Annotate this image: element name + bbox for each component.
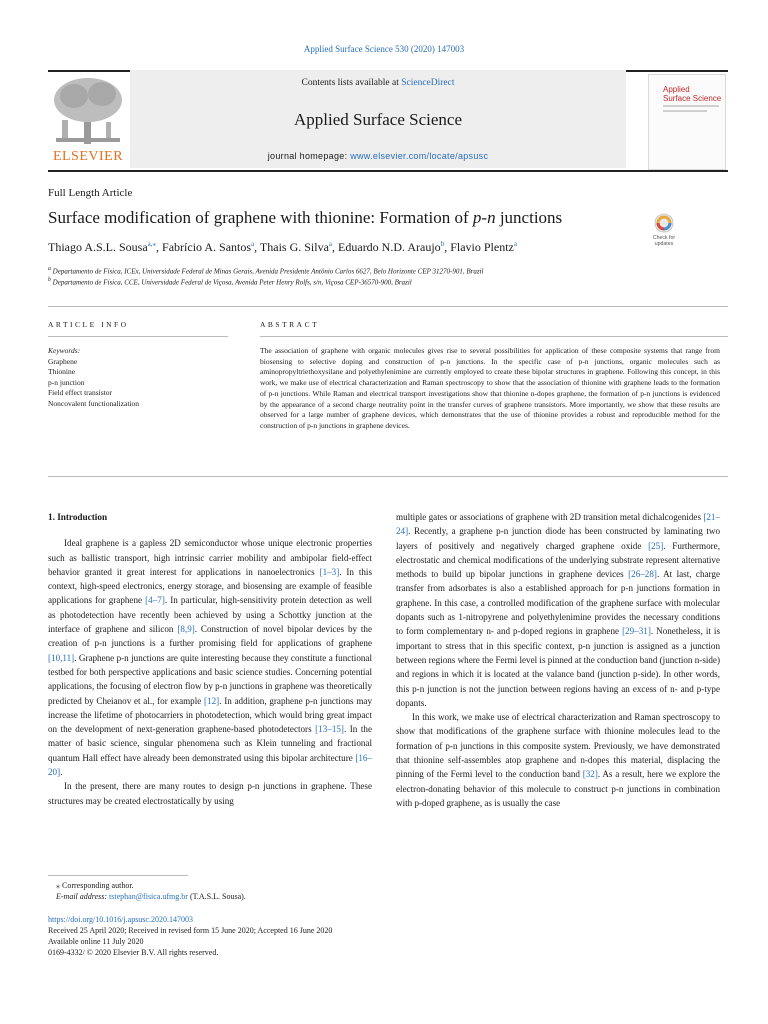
cover-decoration [663,105,719,107]
paragraph-text: . Nonetheless, it is important to stress that in this specific context, p-n junction is assigned as a junction between regions where the Fermi level is pinned at the conduction band (junction n-side) and regions in which it is located at the valance band (junction p-side). In other words, this p-n junction is not the junction between regions having an excess of n- and p-type dopants. [396,626,720,708]
email-label: E-mail address: [56,892,110,901]
author-name: , Eduardo N.D. Araujo [332,240,441,254]
author-name: , Thais G. Silva [254,240,329,254]
paragraph-text: . In particular, high-sensitivity protein detection as well as photodetection have recently been achieved by using a Schottky junction at the interface of graphene and silicon [48,595,372,635]
author-affiliation-link[interactable]: a,⁎ [147,240,157,248]
contents-available [130,78,626,88]
article-type: Full Length Article [48,187,133,199]
author-affiliation-link[interactable]: a [328,240,333,248]
reference-link[interactable]: [12] [204,695,220,706]
paragraph-text: In this work, we make use of electrical characterization and Raman spectroscopy to show that modifications of the graphene surface with thionine molecules lead to the formation of p-n junctions in this composite system. Previously, we have demonstrated that thionine self-assembles atop graphene and n-dopes this material, displacing the pinning of the Fermi level to the conduction band [396,712,720,780]
paragraph-text: . Recently, a graphene p-n junction diode has been constructed by laminating two layers of positively and negatively charged graphene oxide [396,526,720,551]
author-affiliation-link[interactable]: a [251,240,255,248]
corresponding-author: ⁎ Corresponding author. [56,881,134,890]
right-column [396,510,720,810]
journal-cover-thumbnail [648,74,726,170]
left-column [48,510,372,808]
sciencedirect-link[interactable]: ScienceDirect [401,78,455,88]
author-list [48,240,648,255]
affiliation-text: Departamento de Física, ICEx, Universidade Federal de Minas Gerais, Avenida Presidente Antônio Carlos 6627, Belo Horizonte CEP 31270-901, Brazil [52,267,484,276]
paragraph-text: . Furthermore, electrostatic and chemical modifications of the underlying substrate represent alternative methods to build up bipolar junctions in graphene devices [396,540,720,580]
paragraph-text: . As a result, here we explore the electron-donating behavior of this molecule to construct p-n junctions in combination with p-doped graphene, as is usually the case [396,769,720,808]
article-history [48,914,728,958]
article-title [48,208,638,228]
svg-text:updates: updates [654,241,674,247]
affiliation [48,266,688,275]
journal-name: Applied Surface Science [293,110,463,129]
email-suffix: (T.A.S.L. Sousa). [187,892,246,901]
header-bottom-rule [48,170,728,172]
affiliation-marker: a [48,266,51,272]
author-name: Thiago A.S.L. Sousa [48,240,148,254]
reference-link[interactable]: [32] [582,769,598,780]
divider [260,336,728,337]
title-italic: p-n [472,208,496,227]
author-name: , Flavio Plentz [444,240,514,254]
paragraph-text: multiple gates or associations of graphene with 2D transition metal dichalcogenides [396,512,704,522]
doi-link[interactable]: https://doi.org/10.1016/j.apsusc.2020.147003 [48,915,193,924]
author-affiliation-link[interactable]: a [513,240,517,248]
homepage-link[interactable]: www.elsevier.com/locate/apsusc [350,151,489,161]
title-text: Surface modification of graphene with thionine: Formation of [48,208,473,227]
paragraph [396,710,720,810]
paragraph [48,536,372,779]
keyword: Noncovalent functionalization [48,398,140,408]
paragraph-text: . Construction of novel bipolar devices by the creation of p-n junctions is a further promising field for applications of graphene [48,624,372,649]
footnote-rule [48,875,188,876]
reference-link[interactable]: [29–31] [622,626,651,637]
section-heading: 1. Introduction [48,512,108,522]
reference-link[interactable]: [13–15] [315,724,344,735]
reference-link[interactable]: [26–28] [628,569,657,580]
paragraph [396,510,720,710]
keyword: Thionine [48,367,76,376]
paragraph-text: . In the matter of basic science, singular phenomena such as Klein tunneling and fractional quantum Hall effect have already been demonstrated using this bipolar architecture [48,724,372,763]
title-text: junctions [495,208,563,227]
affiliation [48,277,688,286]
keywords-label: Keywords: [48,346,81,355]
paragraph-text: Ideal graphene is a gapless 2D semiconductor whose unique electronic properties such as ballistic transport, high intrinsic carrier mobility and ambipolar field-effect behavior granted it great interest for applications in nanoelectronics [48,538,372,577]
author-name: , Fabrício A. Santos [156,240,252,254]
reference-link[interactable]: [16–20] [48,752,372,778]
affiliation-text: Departamento de Física, CCE, Universidade Federal de Viçosa, Avenida Peter Henry Rolfs, s/n, Viçosa CEP-36570-900, Brazil [52,278,412,287]
abstract-heading: ABSTRACT [260,320,320,329]
journal-reference[interactable]: Applied Surface Science 530 (2020) 147003 [303,44,465,54]
reference-link[interactable]: [1–3] [319,566,340,577]
homepage-label: journal homepage: [267,151,351,161]
cover-title-line1: Applied [663,85,690,94]
divider [48,476,728,477]
email-link[interactable]: tstephan@fisica.ufmg.br [109,892,188,901]
paragraph-text: In the present, there are many routes to design p-n junctions in graphene. These structures may be created electrostatically by using [48,781,372,806]
article-info-heading: ARTICLE INFO [48,320,129,329]
cover-title-line2: Surface Science [663,94,722,103]
reference-link[interactable]: [25] [648,540,664,551]
divider [48,306,728,307]
check-for-updates-badge[interactable] [645,212,683,248]
reference-link[interactable]: [21–24] [396,512,720,537]
svg-text:Check for: Check for [652,235,676,241]
elsevier-wordmark: ELSEVIER [52,149,124,164]
reference-link[interactable]: [8,9] [177,624,195,635]
contents-prefix: Contents lists available at [301,78,402,88]
keyword: Field effect transistor [48,388,113,397]
paragraph-text: . [60,767,63,778]
affiliation-marker: b [48,277,51,283]
copyright: 0169-4332/ © 2020 Elsevier B.V. All rights reserved. [48,948,219,957]
corresponding-author-note [56,880,246,902]
divider [48,336,228,337]
journal-homepage [130,151,626,161]
paragraph-text: . In addition, graphene p-n junctions may increase the lifetime of photocarriers in photodetection, which would bring great impact on the development of next-generation graphene-based photodetectors [48,695,372,735]
reference-link[interactable]: [4–7] [145,595,165,606]
email-line [56,891,246,902]
cover-decoration [663,110,707,112]
abstract-text: The association of graphene with organic molecules gives rise to several possibilities for application of these composite systems that range from biosensing to selective doping and construction of p-n junctions. In the specific case of p-n junctions, organic molecules such as aminopropyltriethoxysilane and polyethylenimine are currently employed to create these bipolar structures in graphene. Following this concept, in this work, we make use of electrical characterization and Raman spectroscopy to show that the association of thionine with graphene leads to the formation of p-n junctions. While Raman and electrical transport investigations show that thionine n-dopes graphene, the formation of p-n junctions is evidenced by the appearance of a second charge neutrality point in the transfer curves of graphene transistors. More importantly, we show that these results are observed for a large number of graphene devices, which demonstrates that the use of thionine provides a robust and reproducible method for the construction of p-n junctions in graphene devices. [260,346,720,430]
cover-title [663,85,723,103]
online-date: Available online 11 July 2020 [48,937,144,946]
received-dates: Received 25 April 2020; Received in revised form 15 June 2020; Accepted 16 June 2020 [48,926,333,935]
paragraph [48,779,372,808]
paragraph-text: . Graphene p-n junctions are quite interesting because they constitute a functional testbed for both perspective applications and basic science studies. Concerning potential applications, the focusing of electron flow by p-n junctions in graphene was theoretically predicted by Cheianov et al., for example [48,652,372,706]
keywords-block [48,346,228,409]
paragraph-text: . At last, charge transfer from adsorbates is also a established approach for p-n junctions formation in graphene. In this case, a controlled modification of the graphene surface with molecular dopants such as 1-nitropyrene and polyethylenimine provides the necessary conditions to form complementary n- and p-doped regions in graphene [396,569,721,637]
paragraph-text: . In this context, high-speed electronics, energy storage, and biosensing are example of feasible applications for graphene [48,566,372,606]
reference-link[interactable]: [10,11] [48,652,75,663]
keyword: Graphene [48,356,78,366]
keyword: p-n junction [48,377,85,387]
author-affiliation-link[interactable]: b [440,240,445,248]
